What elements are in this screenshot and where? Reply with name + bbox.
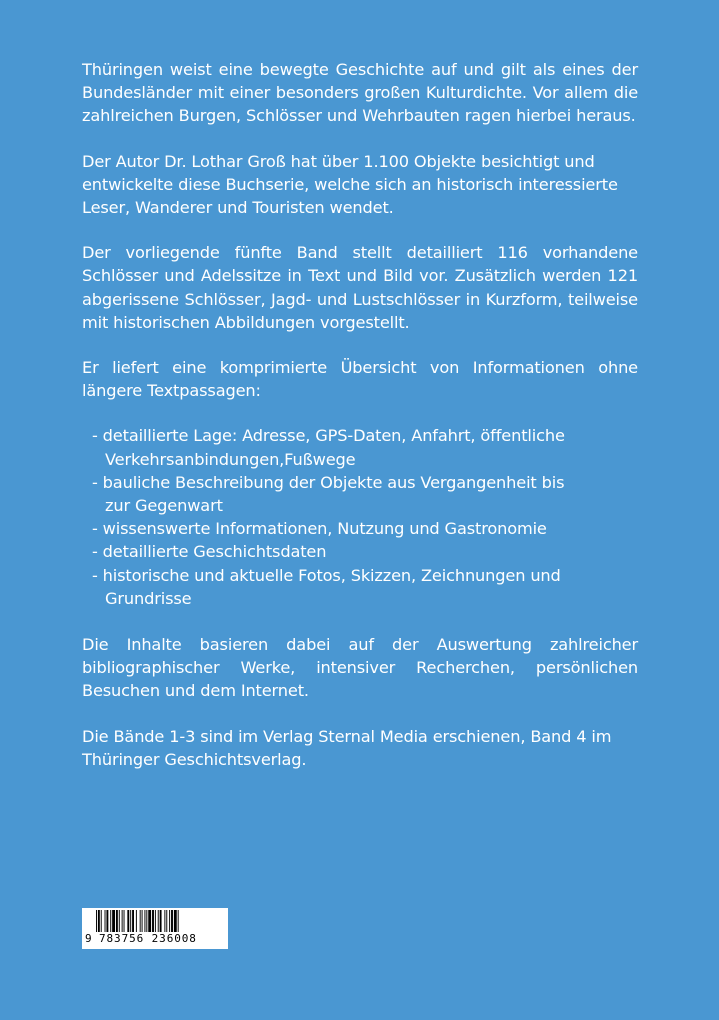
barcode-bar (148, 910, 151, 932)
barcode-bar (122, 910, 123, 932)
barcode-bar (164, 910, 165, 932)
barcode-bar (142, 910, 143, 932)
list-item (92, 471, 638, 517)
isbn-barcode (82, 908, 228, 949)
barcode-bars (82, 910, 228, 932)
barcode-bar (169, 910, 170, 932)
barcode-bar (158, 910, 159, 932)
list-item-continuation: Verkehrsanbindungen,Fußwege (105, 449, 356, 469)
barcode-bar (152, 910, 154, 932)
paragraph-publisher: Die Bände 1-3 sind im Verlag Sternal Media erschienen, Band 4 im Thüringer Geschichtsverlag. (82, 726, 612, 769)
isbn-digits: 783756 236008 (99, 932, 197, 945)
list-item-line: - historische und aktuelle Fotos, Skizzen, Zeichnungen und (92, 565, 561, 585)
list-item-line: - detaillierte Geschichtsdaten (92, 542, 327, 562)
barcode-bar (174, 910, 177, 932)
barcode-bar (124, 910, 125, 932)
barcode-bar (140, 910, 141, 932)
isbn-first-digit: 9 (85, 932, 92, 945)
paragraph-author: Der Autor Dr. Lothar Groß hat über 1.100 Objekte besichtigt und entwickelte diese Buchserie, welche sich an historisch interessierte Leser, Wanderer und Touristen wendet. (82, 151, 618, 218)
barcode-bar (132, 910, 134, 932)
barcode-bar (98, 910, 100, 932)
barcode-bar (130, 910, 131, 932)
barcode-bar (160, 910, 162, 932)
barcode-bar (127, 910, 129, 932)
paragraph-sources: Die Inhalte basieren dabei auf der Auswertung zahlreicher bibliographischer Werke, intensiver Recherchen, persönlichen Besuchen und dem Internet. (82, 635, 638, 701)
feature-list (92, 424, 638, 610)
list-item (92, 564, 638, 610)
barcode-bar (171, 910, 173, 932)
list-item (92, 540, 638, 563)
list-item (92, 517, 638, 540)
barcode-bar (166, 910, 167, 932)
barcode-bar (146, 910, 147, 932)
barcode-bar (178, 910, 179, 932)
list-item-line: - bauliche Beschreibung der Objekte aus Vergangenheit bis (92, 472, 565, 492)
list-item (92, 424, 638, 470)
barcode-bar (101, 910, 102, 932)
list-item-line: - detaillierte Lage: Adresse, GPS-Daten, Anfahrt, öffentliche (92, 426, 565, 446)
paragraph-overview: Er liefert eine komprimierte Übersicht von Informationen ohne längere Textpassagen: (82, 358, 638, 401)
barcode-bar (144, 910, 145, 932)
paragraph-volume: Der vorliegende fünfte Band stellt detailliert 116 vorhandene Schlösser und Adelssitze in Text und Bild vor. Zusätzlich werden 121 abgerissene Schlösser, Jagd- und Lustschlösser in Kurzform, teilweise mit historischen Abbildungen vorgestellt. (82, 243, 638, 332)
barcode-bar (119, 910, 120, 932)
list-item-continuation: zur Gegenwart (105, 496, 223, 516)
blurb-text (82, 58, 638, 793)
barcode-bar (105, 910, 106, 932)
barcode-bar (155, 910, 156, 932)
paragraph-intro: Thüringen weist eine bewegte Geschichte auf und gilt als eines der Bundesländer mit einer besonders großen Kulturdichte. Vor allem die zahlreichen Burgen, Schlösser und Wehrbauten ragen hierbei heraus. (82, 60, 638, 126)
list-item-continuation: Grundrisse (105, 588, 192, 608)
barcode-bar (136, 910, 137, 932)
barcode-bar (112, 910, 115, 932)
barcode-bar (110, 910, 111, 932)
barcode-bar (106, 910, 108, 932)
barcode-bar (116, 910, 118, 932)
list-item-line: - wissenswerte Informationen, Nutzung und Gastronomie (92, 519, 547, 539)
barcode-bar (96, 910, 97, 932)
